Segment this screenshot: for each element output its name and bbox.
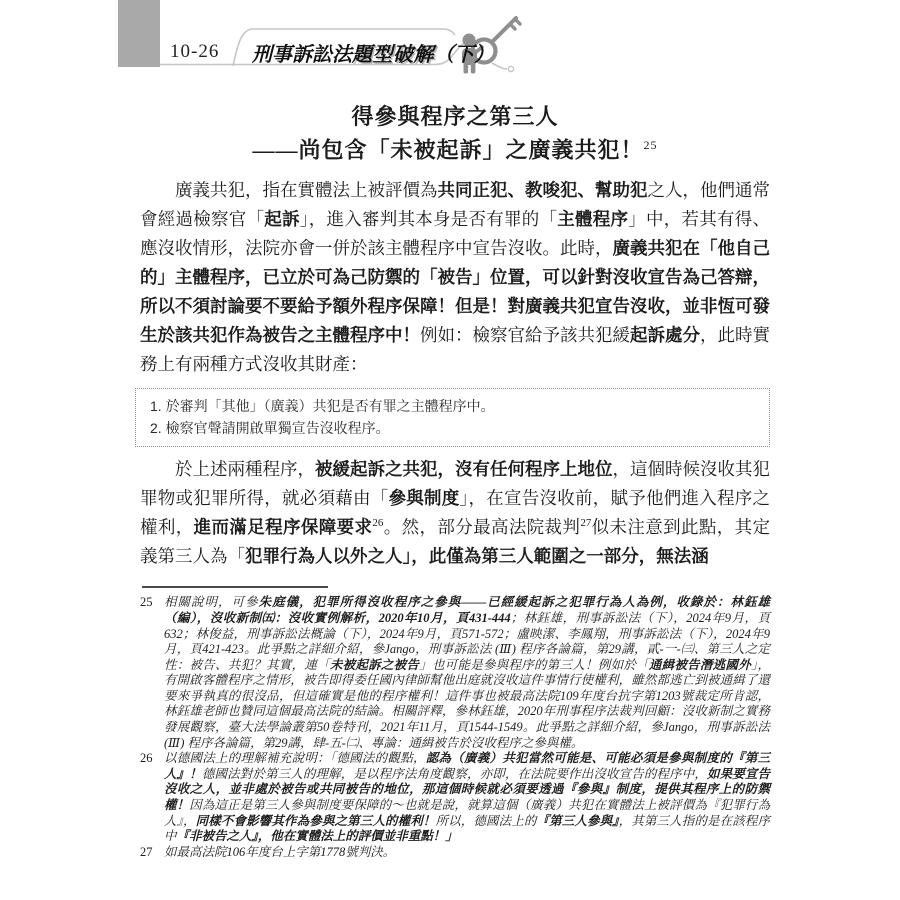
paragraph-1: 廣義共犯，指在實體法上被評價為共同正犯、教唆犯、幫助犯之人，他們通常會經過檢察官「起訴」，進入審判其本身是否有罪的「主體程序」中，若其有得、應沒收情形，法院亦會一併於該主體程序中宣告沒收。此時，廣義共犯在「他自己的」主體程序，已立於可為己防禦的「被告」位置，可以針對沒收宣告為己答辯，所以不須討論要不要給予額外程序保障！但是！對廣義共犯宣告沒收，並非恆可發生於該共犯作為被告之主體程序中！例如：檢察官給予該共犯緩起訴處分，此時實務上有兩種方式沒收其財產： bbox=[140, 180, 770, 375]
footnote-number: 25 bbox=[140, 595, 153, 610]
footnote-separator bbox=[142, 586, 328, 588]
section-heading bbox=[140, 103, 770, 164]
footnote-text: 相關說明，可參朱庭儀，犯罪所得沒收程序之參與——已經緩起訴之犯罪行為人為例，收錄於：林鈺雄（編），沒收新制㈤：沒收實例解析，2020年10月，頁431-444；林鈺雄，刑事訴訟法（下），2024年9月，頁632；林俊益，刑事訴訟法概論（下），2024年9月，頁571-572；盧映潔、李鳳翔，刑事訴訟法（下），2024年9月，頁421-423。此爭點之詳細介紹，參Jango，刑事訴訟法 (Ⅲ) 程序各論篇，第29講，貳-一-㈢、第三人之定性：被告、共犯？其實，連「未被起訴之被告」也可能是參與程序的第三人！例如於「通緝被告潛逃國外」，有開啟客體程序之情形，被告即得委任國內律師幫他出庭就沒收這件事情行使權利，雖然都逃亡到被通緝了還要來爭執真的很沒品，但這確實是他的程序權利！這件事也被最高法院109年度台抗字第1203號裁定所肯認，林鈺雄老師也贊同這個最高法院的結論。相關評釋，參林鈺雄，2020年刑事程序法裁判回顧：沒收新制之實務發展觀察，臺大法學論叢第50卷特刊，2021年11月，頁1544-1549。此爭點之詳細介紹，參Jango，刑事訴訟法 (Ⅲ) 程序各論篇，第29講，肆-五-㈡、專論：通緝被告於沒收程序之參與權。 bbox=[164, 595, 770, 750]
box-item-2: 2. 檢察官聲請開啟單獨宣告沒收程序。 bbox=[150, 420, 390, 437]
heading-footnote-ref: 25 bbox=[643, 138, 658, 152]
footnote-text: 以德國法上的理解補充說明：「德國法的觀點，認為（廣義）共犯當然可能是、可能必須是參與制度的『第三人』！德國法對於第三人的理解，是以程序法角度觀察，亦即，在法院要作出沒收宣告的程序中，如果要宣告沒收之人，並非處於被告或共同被告的地位，那這個時候就必須要透過『參與』制度，提供其程序上的防禦權！因為這正是第三人參與制度要保障的～也就是說，就算這個（廣義）共犯在實體法上被評價為『犯罪行為人』，同樣不會影響其作為參與之第三人的權利！所以，德國法上的『第三人參與』，其第三人指的是在該程序中『非被告之人』，他在實體法上的評價並非重點！」 bbox=[164, 751, 770, 844]
book-title-pre: 刑事訴訟法 bbox=[252, 44, 352, 66]
book-title bbox=[252, 38, 494, 67]
footnote-27 bbox=[140, 845, 770, 861]
heading-line1: 得參與程序之第三人 bbox=[351, 104, 559, 129]
footnotes bbox=[140, 595, 770, 860]
header-gray-block bbox=[118, 0, 160, 67]
page-header bbox=[0, 0, 900, 100]
main-content bbox=[140, 103, 770, 860]
book-title-suffix: （下） bbox=[434, 44, 494, 66]
footnote-number: 27 bbox=[140, 844, 153, 859]
footnote-number: 26 bbox=[140, 751, 153, 766]
paragraph-2: 於上述兩種程序，被緩起訴之共犯，沒有任何程序上地位，這個時候沒收其犯罪物或犯罪所得，就必須藉由「參與制度」，在宣告沒收前，賦予他們進入程序之權利，進而滿足程序保障要求$^{26}$。然，部分最高法院裁判$^{27}$似未注意到此點，其定義第三人為「犯罪行為人以外之人」，此僅為第三人範圍之一部分，無法涵 bbox=[140, 459, 771, 567]
footnote-25 bbox=[140, 595, 770, 751]
footnote-26 bbox=[140, 751, 770, 845]
two-methods-box bbox=[135, 388, 770, 447]
footnote-text: 如最高法院106年度台上字第1778號判決。 bbox=[164, 844, 396, 859]
heading-line2: ——尚包含「未被起訴」之廣義共犯！ bbox=[252, 137, 644, 163]
book-title-highlight: 題型破解 bbox=[352, 44, 434, 66]
box-item-1: 1. 於審判「其他」（廣義）共犯是否有罪之主體程序中。 bbox=[150, 398, 495, 415]
page-number: 10-26 bbox=[170, 41, 220, 62]
